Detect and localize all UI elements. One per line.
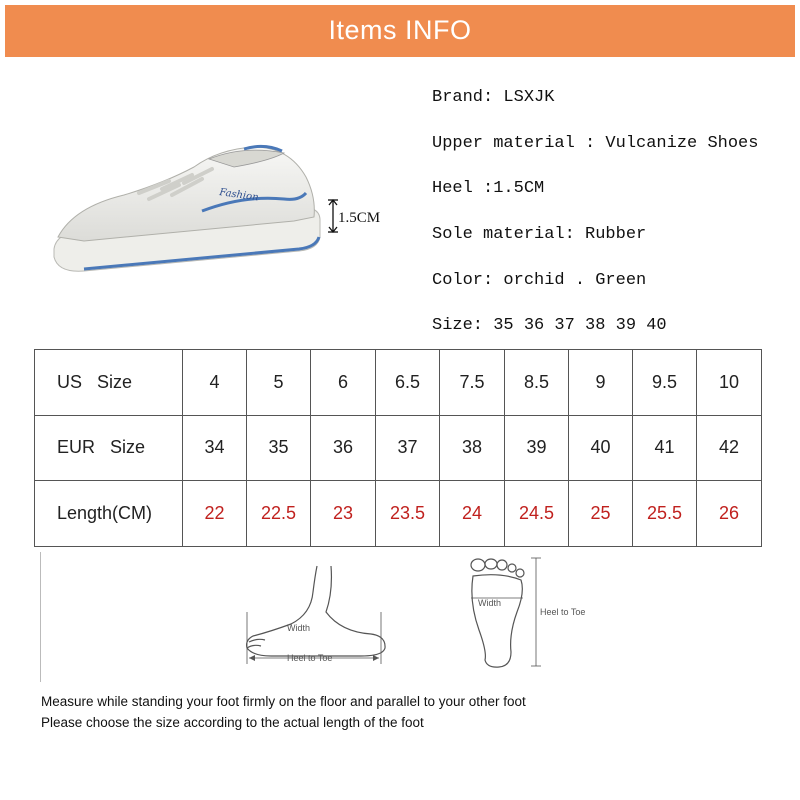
note-choose-size: Please choose the size according to the actual length of the foot xyxy=(41,715,424,730)
spec-heel: Heel :1.5CM xyxy=(432,179,545,198)
spec-size: Size: 35 36 37 38 39 40 xyxy=(432,316,667,335)
spec-sole-material: Sole material: Rubber xyxy=(432,225,647,244)
table-cell: 38 xyxy=(440,415,505,481)
table-cell: 41 xyxy=(633,415,697,481)
table-cell: 6 xyxy=(311,350,376,416)
foot-measurement-diagram xyxy=(40,552,601,682)
table-cell: 39 xyxy=(505,415,569,481)
table-cell: 26 xyxy=(697,481,762,547)
table-cell: 10 xyxy=(697,350,762,416)
side-width-label: Width xyxy=(287,623,311,633)
heel-height-label: 1.5CM xyxy=(338,210,381,226)
sole-width-label: Width xyxy=(478,598,502,608)
table-cell: 9 xyxy=(569,350,633,416)
table-cell: 24.5 xyxy=(505,481,569,547)
table-cell: 22.5 xyxy=(247,481,311,547)
table-cell: 36 xyxy=(311,415,376,481)
table-cell: 40 xyxy=(569,415,633,481)
spec-upper-material: Upper material : Vulcanize Shoes xyxy=(432,134,759,153)
banner xyxy=(5,5,795,57)
sole-foot-illustration xyxy=(471,559,524,667)
side-length-label: Heel to Toe xyxy=(287,653,333,663)
table-cell: 4 xyxy=(183,350,247,416)
side-foot-illustration xyxy=(247,566,385,656)
row-label-eur-size: EUR Size xyxy=(35,415,183,481)
table-cell: 25 xyxy=(569,481,633,547)
table-cell: 42 xyxy=(697,415,762,481)
table-cell: 8.5 xyxy=(505,350,569,416)
banner-title: Items INFO xyxy=(328,15,472,45)
table-cell: 5 xyxy=(247,350,311,416)
table-cell: 34 xyxy=(183,415,247,481)
spec-color: Color: orchid . Green xyxy=(432,271,647,290)
table-cell: 25.5 xyxy=(633,481,697,547)
note-measure: Measure while standing your foot firmly on the floor and parallel to your other foot xyxy=(41,694,526,709)
row-label-length: Length(CM) xyxy=(35,481,183,547)
table-row-us-size xyxy=(35,350,762,416)
shoe-image xyxy=(44,137,334,287)
shoe-logo-text: Fashion xyxy=(218,187,260,204)
table-cell: 22 xyxy=(183,481,247,547)
table-cell: 23.5 xyxy=(376,481,440,547)
table-cell: 7.5 xyxy=(440,350,505,416)
table-cell: 9.5 xyxy=(633,350,697,416)
table-cell: 23 xyxy=(311,481,376,547)
table-cell: 35 xyxy=(247,415,311,481)
size-chart-table xyxy=(34,349,762,547)
table-cell: 6.5 xyxy=(376,350,440,416)
spec-brand: Brand: LSXJK xyxy=(432,88,555,107)
table-row-length xyxy=(35,481,762,547)
sole-length-label: Heel to Toe xyxy=(540,607,586,617)
row-label-us-size: US Size xyxy=(35,350,183,416)
table-cell: 37 xyxy=(376,415,440,481)
table-row-eur-size xyxy=(35,415,762,481)
table-cell: 24 xyxy=(440,481,505,547)
